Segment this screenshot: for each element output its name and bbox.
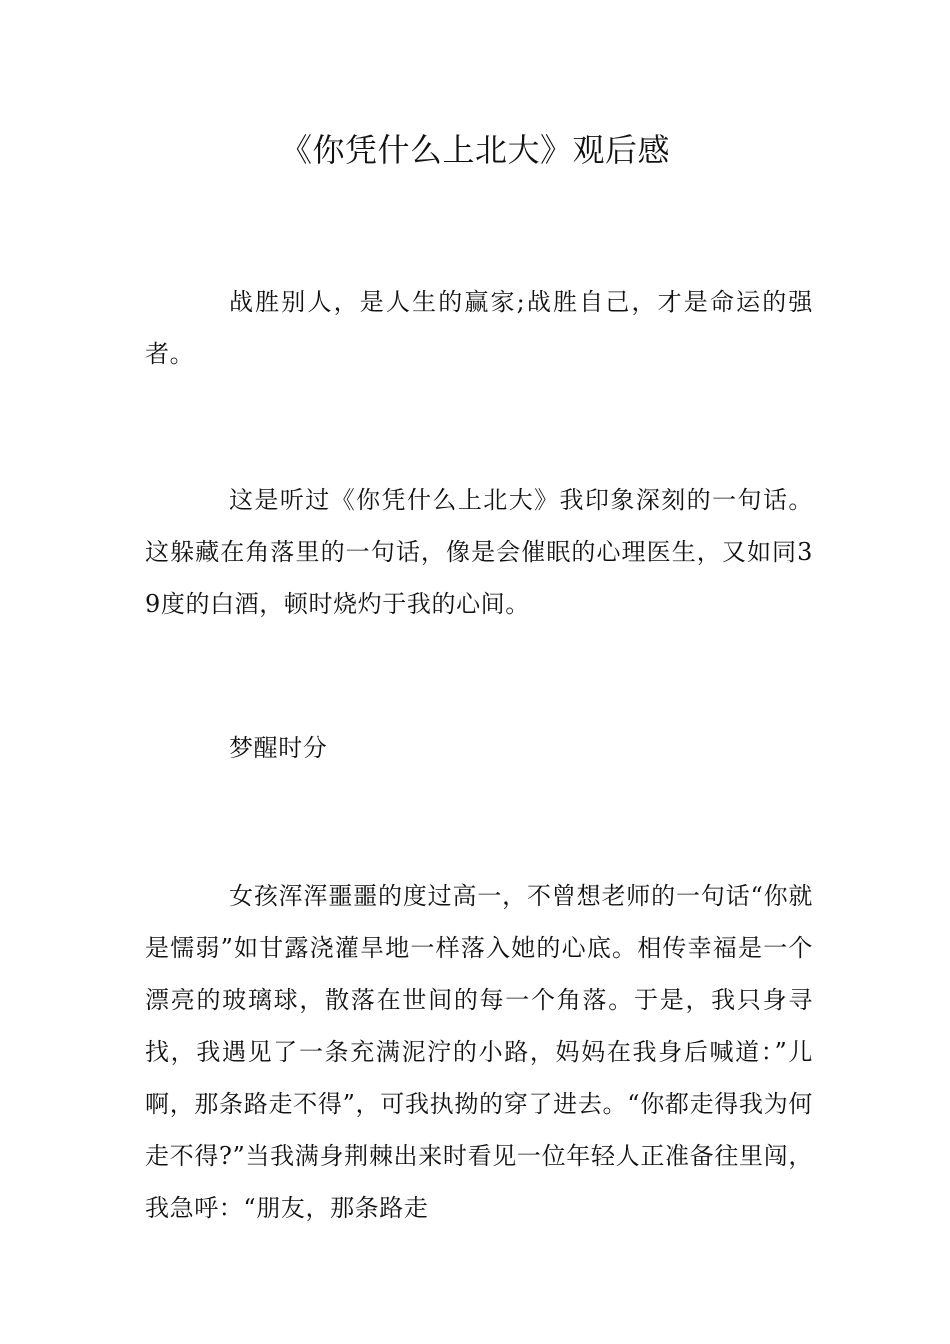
- paragraph-2: 这是听过《你凭什么上北大》我印象深刻的一句话。这躲藏在角落里的一句话，像是会催眠的心理医生，又如同39度的白酒，顿时烧灼于我的心间。: [145, 486, 813, 618]
- paragraph-1: 战胜别人，是人生的赢家;战胜自己，才是命运的强者。: [145, 288, 813, 368]
- paragraph-3: 女孩浑浑噩噩的度过高一，不曾想老师的一句话“你就是懦弱”如甘露浇灌旱地一样落入她的心底。相传幸福是一个漂亮的玻璃球，散落在世间的每一个角落。于是，我只身寻找，我遇见了一条充满泥泞的小路，妈妈在我身后喊道：”儿啊，那条路走不得”，可我执拗的穿了进去。“你都走得我为何走不得?”当我满身荆棘出来时看见一位年轻人正准备往里闯，我急呼：“朋友，那条路走: [145, 882, 813, 1222]
- section-heading: 梦醒时分: [229, 734, 328, 762]
- document-title: 《你凭什么上北大》观后感: [279, 131, 670, 169]
